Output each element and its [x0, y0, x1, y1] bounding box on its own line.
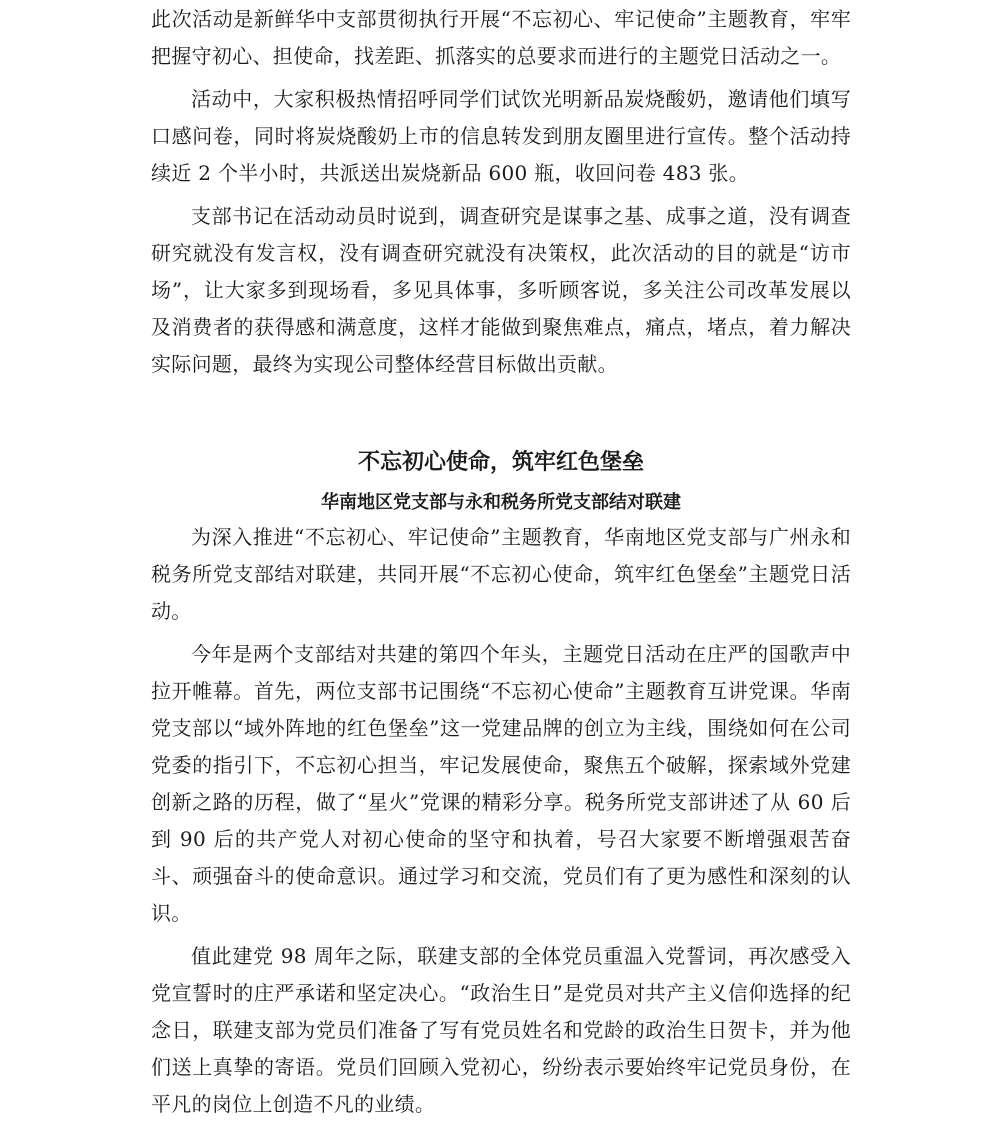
body-paragraph-4: 为深入推进“不忘初心、牢记使命”主题教育，华南地区党支部与广州永和税务所党支部结对联建，共同开展“不忘初心使命，筑牢红色堡垒”主题党日活动。: [151, 525, 851, 623]
article-subtitle: 华南地区党支部与永和税务所党支部结对联建: [321, 492, 681, 513]
body-paragraph-5: 今年是两个支部结对共建的第四个年头，主题党日活动在庄严的国歌声中拉开帷幕。首先，两位支部书记围绕“不忘初心使命”主题教育互讲党课。华南党支部以“域外阵地的红色堡垒”这一党建品牌的创立为主线，围绕如何在公司党委的指引下，不忘初心担当，牢记发展使命，聚焦五个破解，探索域外党建创新之路的历程，做了“星火”党课的精彩分享。税务所党支部讲述了从 60 后到 90 后的共产党人对初心使命的坚守和执着，号召大家要不断增强艰苦奋斗、顽强奋斗的使命意识。通过学习和交流，党员们有了更为感性和深刻的认识。: [151, 642, 851, 925]
body-paragraph-6: 值此建党 98 周年之际，联建支部的全体党员重温入党誓词，再次感受入党宣誓时的庄严承诺和坚定决心。“政治生日”是党员对共产主义信仰选择的纪念日，联建支部为党员们准备了写有党员姓名和党龄的政治生日贺卡，并为他们送上真挚的寄语。党员们回顾入党初心，纷纷表示要始终牢记党员身份，在平凡的岗位上创造不凡的业绩。: [151, 944, 851, 1116]
article-title: 不忘初心使命，筑牢红色堡垒: [357, 450, 644, 475]
body-paragraph-3: 支部书记在活动动员时说到，调查研究是谋事之基、成事之道，没有调查研究就没有发言权，没有调查研究就没有决策权，此次活动的目的就是“访市场”，让大家多到现场看，多见具体事，多听顾客说，多关注公司改革发展以及消费者的获得感和满意度，这样才能做到聚焦难点，痛点，堵点，着力解决实际问题，最终为实现公司整体经营目标做出贡献。: [151, 204, 851, 376]
document-page: [151, 0, 851, 1123]
body-paragraph-1: 此次活动是新鲜华中支部贯彻执行开展“不忘初心、牢记使命”主题教育，牢牢把握守初心、担使命，找差距、抓落实的总要求而进行的主题党日活动之一。: [151, 7, 851, 68]
body-paragraph-2: 活动中，大家积极热情招呼同学们试饮光明新品炭烧酸奶，邀请他们填写口感问卷，同时将炭烧酸奶上市的信息转发到朋友圈里进行宣传。整个活动持续近 2 个半小时，共派送出炭烧新品 600 瓶，收回问卷 483 张。: [151, 87, 851, 185]
